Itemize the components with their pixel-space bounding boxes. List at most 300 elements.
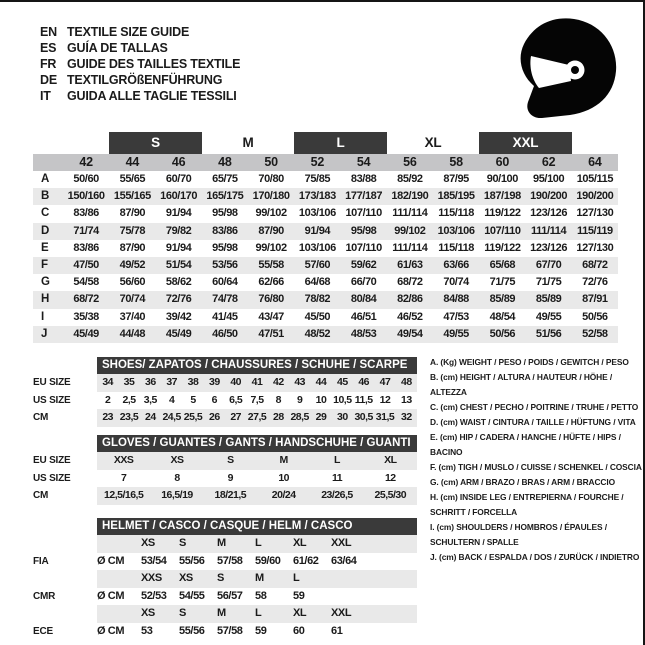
table-cell: 23,5 <box>119 411 139 423</box>
size-cell: 65/68 <box>489 258 516 271</box>
size-cell: 79/82 <box>165 224 192 237</box>
language-title: GUÍA DE TALLAS <box>67 41 168 55</box>
table-cell: 7 <box>120 471 127 484</box>
size-column-header: 48 <box>218 155 232 169</box>
size-group-XL: XL <box>424 135 442 150</box>
label-spacer <box>33 435 97 452</box>
size-cell: 48/53 <box>350 327 377 340</box>
table-cell: 12 <box>379 393 391 406</box>
shoes-table-header: SHOES/ ZAPATOS / CHAUSSURES / SCHUHE / SCARPE <box>97 357 417 374</box>
table-cell: 54/55 <box>179 589 205 602</box>
size-cell: 83/86 <box>212 224 238 237</box>
table-cell: 8 <box>174 471 180 484</box>
gloves-table-header-row <box>33 435 417 452</box>
table-cell: 59 <box>293 589 305 602</box>
size-group-XXL: XXL <box>479 132 572 154</box>
size-cell: 53/56 <box>212 258 238 271</box>
table-cell: 7,5 <box>250 393 264 406</box>
size-cell: 160/170 <box>160 190 198 203</box>
size-cell: 50/60 <box>73 173 99 185</box>
filler-cell <box>369 553 417 571</box>
row-label: D <box>41 224 50 237</box>
size-cell: 68/72 <box>582 258 608 271</box>
table-cell: 34 <box>102 376 113 388</box>
legend-item: J. (cm) BACK / ESPALDA / DOS / ZURÜCK / INDIETRO <box>430 552 640 562</box>
table-cell: 61 <box>331 624 343 637</box>
helmet-table-row <box>33 570 417 588</box>
size-cell: 99/102 <box>394 224 426 237</box>
filler-cell <box>369 570 417 588</box>
standard-label-ECE: ECE <box>33 625 53 637</box>
language-row <box>40 72 240 88</box>
table-cell: 9 <box>296 393 303 406</box>
table-cell: XS <box>179 572 193 584</box>
table-cell: 28,5 <box>290 411 309 423</box>
size-group-S: S <box>109 132 202 154</box>
language-code: ES <box>40 41 57 55</box>
language-title: TEXTILGRÖßENFÜHRUNG <box>67 73 223 87</box>
size-cell: 182/190 <box>391 190 429 203</box>
size-table-row <box>33 326 618 343</box>
table-cell: XL <box>293 537 307 549</box>
table-cell: 43 <box>294 376 305 388</box>
size-cell: 150/160 <box>67 190 105 203</box>
row-label: J <box>41 327 48 340</box>
language-code: DE <box>40 73 57 87</box>
filler-cell <box>369 623 417 641</box>
size-column-header: 52 <box>310 155 325 169</box>
language-row <box>40 24 240 40</box>
table-cell: 37 <box>166 376 177 388</box>
row-label <box>33 535 97 553</box>
size-cell: 91/94 <box>304 224 331 237</box>
size-column-header: 64 <box>588 155 602 169</box>
size-group-M: M <box>242 135 254 150</box>
language-title-list <box>40 24 240 104</box>
table-cell: 24 <box>144 411 156 423</box>
row-cells <box>97 605 417 623</box>
size-cell: 75/78 <box>119 224 146 237</box>
size-cell: 46/52 <box>397 310 423 323</box>
gloves-table-row <box>33 487 417 505</box>
table-cell: XXS <box>113 454 134 466</box>
shoes-table <box>33 357 417 427</box>
shoes-table-row <box>33 409 417 427</box>
size-number-row <box>33 154 618 171</box>
legend-item: G. (cm) ARM / BRAZO / BRAS / ARM / BRACCIO <box>430 477 616 487</box>
language-row <box>40 56 240 72</box>
table-cell: 46 <box>358 376 369 388</box>
size-cell: 59/62 <box>350 258 377 271</box>
diameter-label: Ø CM <box>97 589 125 602</box>
size-cell: 127/130 <box>576 241 614 254</box>
row-cells <box>97 553 417 571</box>
language-title: TEXTILE SIZE GUIDE <box>67 25 190 39</box>
size-cell: 65/75 <box>212 173 238 185</box>
table-cell: S <box>217 572 224 584</box>
row-label: I <box>41 310 44 323</box>
shoes-table-row <box>33 374 417 392</box>
table-cell: L <box>334 454 340 466</box>
helmet-table-row <box>33 588 417 606</box>
size-cell: 111/114 <box>392 241 428 254</box>
row-cells <box>97 623 417 641</box>
helmet-table-header: HELMET / CASCO / CASQUE / HELM / CASCO <box>97 518 417 535</box>
table-cell: 47 <box>379 376 391 388</box>
size-cell: 115/118 <box>438 241 474 254</box>
size-cell: 43/47 <box>258 310 284 323</box>
row-label: CM <box>33 490 49 501</box>
language-code: IT <box>40 89 51 103</box>
table-cell: 44 <box>315 376 327 388</box>
table-cell: 41 <box>251 376 263 388</box>
size-cell: 103/106 <box>437 224 475 237</box>
size-cell: 74/78 <box>212 293 238 306</box>
size-cell: 35/38 <box>73 310 99 323</box>
size-cell: 83/88 <box>350 173 377 185</box>
size-cell: 37/40 <box>119 310 146 323</box>
size-cell: 190/200 <box>530 190 568 203</box>
helmet-table-row <box>33 605 417 623</box>
size-cell: 83/86 <box>73 241 99 254</box>
size-cell: 115/119 <box>577 224 613 237</box>
size-column-header: 42 <box>79 155 93 169</box>
size-cell: 76/80 <box>258 293 284 306</box>
filler-cell <box>369 535 417 553</box>
table-cell: 28 <box>272 411 284 423</box>
size-cell: 61/63 <box>397 258 423 271</box>
size-cell: 78/82 <box>304 293 331 306</box>
table-cell: 60 <box>293 624 305 637</box>
size-cell: 72/76 <box>582 276 608 289</box>
size-cell: 71/75 <box>489 276 516 289</box>
table-cell: 59 <box>255 624 267 637</box>
table-cell: 59/60 <box>255 554 281 567</box>
table-cell: 38 <box>187 376 199 388</box>
legend-item: I. (cm) SHOULDERS / HOMBROS / ÉPAULES / SCHULTERN / SPALLE <box>430 522 607 547</box>
size-cell: 123/126 <box>530 207 568 220</box>
row-label: CM <box>33 412 49 423</box>
row-cells <box>97 452 417 470</box>
table-cell: 10 <box>315 393 327 406</box>
table-cell: 32 <box>400 411 412 423</box>
size-cell: 41/45 <box>212 310 238 323</box>
size-cell: 115/118 <box>438 207 474 220</box>
size-cell: 50/56 <box>489 327 516 340</box>
table-cell: 55/56 <box>179 554 205 567</box>
table-cell: 5 <box>190 393 196 406</box>
size-cell: 85/89 <box>535 293 562 306</box>
table-cell: 58 <box>255 589 267 602</box>
size-cell: 49/54 <box>397 327 423 340</box>
legend-item: A. (Kg) WEIGHT / PESO / POIDS / GEWITCH / PESO <box>430 357 629 367</box>
size-cell: 68/72 <box>73 293 99 306</box>
table-cell: XS <box>141 607 155 619</box>
row-cells <box>97 588 417 606</box>
size-column-header: 46 <box>171 155 186 169</box>
table-cell: 27,5 <box>247 411 267 423</box>
table-cell <box>331 570 369 588</box>
size-cell: 95/100 <box>533 173 565 185</box>
table-cell: 13 <box>400 393 412 406</box>
size-cell: 58/62 <box>165 276 192 289</box>
size-column-header: 58 <box>449 155 463 169</box>
size-cell: 51/56 <box>535 327 562 340</box>
size-cell: 47/51 <box>258 327 284 340</box>
legend-item: H. (cm) INSIDE LEG / ENTREPIERNA / FOURCHE / SCHRITT / FORCELLA <box>430 492 624 517</box>
size-cell: 95/98 <box>212 241 238 254</box>
size-cell: 107/110 <box>345 241 382 254</box>
table-cell: L <box>255 537 262 549</box>
filler-cell <box>369 588 417 606</box>
row-label: US SIZE <box>33 394 71 406</box>
helmet-table-row <box>33 553 417 571</box>
table-cell: 35 <box>123 376 135 388</box>
size-cell: 123/126 <box>530 241 568 254</box>
helmet-table <box>33 518 417 640</box>
row-label: C <box>41 207 50 220</box>
size-cell: 49/55 <box>443 327 469 340</box>
table-cell: 61/62 <box>293 554 319 567</box>
table-cell: M <box>217 537 226 549</box>
language-code: EN <box>40 25 57 39</box>
shoes-table-row <box>33 392 417 410</box>
size-cell: 52/58 <box>582 327 608 340</box>
helmet-table-row <box>33 535 417 553</box>
size-cell: 46/51 <box>350 310 377 323</box>
racing-helmet-icon <box>508 14 628 118</box>
helmet-table-header-row <box>33 518 417 535</box>
table-cell: 10 <box>278 471 289 484</box>
size-cell: 70/80 <box>258 173 284 185</box>
table-cell: 23 <box>102 411 113 423</box>
table-cell: L <box>255 607 262 619</box>
table-cell: 57/58 <box>217 554 243 567</box>
row-label: EU SIZE <box>33 377 71 388</box>
table-cell: 16,5/19 <box>161 489 193 501</box>
size-cell: 107/110 <box>484 224 521 237</box>
table-cell: 52/53 <box>141 589 167 602</box>
size-group-row <box>33 132 618 154</box>
table-cell: 6,5 <box>229 393 243 406</box>
size-cell: 83/86 <box>73 207 99 220</box>
size-cell: 80/84 <box>350 293 377 306</box>
row-cells <box>97 470 417 488</box>
table-cell: M <box>279 454 288 466</box>
diameter-label: Ø CM <box>97 554 125 567</box>
label-spacer <box>33 518 97 535</box>
table-cell: XXL <box>331 607 352 619</box>
size-cell: 55/58 <box>258 258 284 271</box>
size-cell: 72/76 <box>165 293 192 306</box>
table-cell: 36 <box>144 376 156 388</box>
size-cell: 48/54 <box>489 310 516 323</box>
size-cell: 95/98 <box>350 224 377 237</box>
size-cell: 173/183 <box>298 190 336 203</box>
size-cell: 87/91 <box>582 293 608 306</box>
filler-cell <box>369 605 417 623</box>
shoes-table-header-row <box>33 357 417 374</box>
legend-item: D. (cm) WAIST / CINTURA / TAILLE / HÜFTUNG / VITA <box>430 417 636 427</box>
size-cell: 99/102 <box>255 241 287 254</box>
size-column-header: 44 <box>125 155 140 169</box>
gloves-table-row <box>33 470 417 488</box>
row-label: B <box>41 190 50 203</box>
table-cell: XL <box>384 454 397 466</box>
language-title: GUIDA ALLE TAGLIE TESSILI <box>67 89 237 103</box>
size-cell: 51/54 <box>165 258 192 271</box>
gloves-table <box>33 435 417 505</box>
row-label: US SIZE <box>33 472 71 484</box>
table-cell: XXL <box>331 537 352 549</box>
table-cell: L <box>293 572 300 584</box>
row-cells <box>97 535 417 553</box>
table-cell: 42 <box>272 376 284 388</box>
table-cell: 25,5/30 <box>374 489 407 501</box>
row-cells <box>97 487 417 505</box>
standard-label-FIA: FIA <box>33 555 49 567</box>
size-cell: 91/94 <box>165 241 192 254</box>
row-cells <box>97 374 417 392</box>
size-table-row <box>33 171 618 188</box>
size-cell: 84/88 <box>443 293 469 306</box>
size-cell: 70/74 <box>443 276 469 289</box>
table-cell: 10,5 <box>333 393 352 406</box>
language-title: GUIDE DES TAILLES TEXTILE <box>67 57 241 71</box>
size-cell: 75/85 <box>304 173 331 185</box>
textile-size-table <box>33 132 618 343</box>
table-cell: 53 <box>141 624 153 637</box>
row-label: H <box>41 293 50 306</box>
row-cells <box>97 409 417 427</box>
size-cell: 107/110 <box>345 207 382 220</box>
size-table-row <box>33 240 618 257</box>
size-cell: 103/106 <box>298 207 336 220</box>
diameter-label <box>97 570 141 588</box>
row-label: E <box>41 241 49 254</box>
table-cell: 48 <box>400 376 412 388</box>
table-cell: 27 <box>230 411 241 423</box>
size-table-row <box>33 291 618 308</box>
row-label: EU SIZE <box>33 455 71 466</box>
row-label: F <box>41 258 48 271</box>
size-cell: 127/130 <box>576 207 614 220</box>
size-table-row <box>33 309 618 326</box>
table-cell: 56/57 <box>217 589 243 602</box>
table-cell: 2,5 <box>122 393 136 406</box>
legend-item: F. (cm) TIGH / MUSLO / CUISSE / SCHENKEL / COSCIA <box>430 462 642 472</box>
size-group-L: L <box>294 132 387 154</box>
size-cell: 165/175 <box>206 190 244 203</box>
table-cell: 29 <box>315 411 327 423</box>
table-cell: 53/54 <box>141 554 167 567</box>
table-cell: 26 <box>208 411 220 423</box>
size-cell: 68/72 <box>397 276 423 289</box>
size-cell: 103/106 <box>298 241 336 254</box>
table-cell: XXS <box>141 572 162 584</box>
size-cell: 47/53 <box>443 310 469 323</box>
size-cell: 85/89 <box>489 293 516 306</box>
table-cell: 6 <box>211 393 217 406</box>
table-cell: 8 <box>275 393 281 406</box>
table-cell: XL <box>293 607 307 619</box>
row-cells <box>97 570 417 588</box>
table-cell: 39 <box>208 376 220 388</box>
table-cell: 12 <box>384 471 396 484</box>
size-cell: 55/65 <box>119 173 146 185</box>
size-cell: 60/64 <box>212 276 238 289</box>
table-cell: 11,5 <box>354 393 373 406</box>
size-cell: 87/90 <box>119 241 146 254</box>
size-cell: 87/90 <box>258 224 284 237</box>
size-cell: 187/198 <box>483 190 521 203</box>
size-cell: 48/52 <box>304 327 331 340</box>
diameter-label: Ø CM <box>97 624 125 637</box>
size-column-header: 62 <box>541 155 556 169</box>
table-cell: 2 <box>104 393 111 406</box>
table-cell: 30,5 <box>354 411 373 423</box>
size-column-header: 54 <box>356 155 371 169</box>
table-cell: 31,5 <box>375 411 395 423</box>
size-cell: 111/114 <box>531 224 567 237</box>
table-cell: 18/21,5 <box>214 489 247 501</box>
size-cell: 45/49 <box>165 327 192 340</box>
diameter-label <box>97 605 141 623</box>
table-cell: 11 <box>331 471 343 484</box>
size-cell: 46/50 <box>212 327 238 340</box>
table-cell: 45 <box>336 376 348 388</box>
size-cell: 50/56 <box>582 310 608 323</box>
size-cell: 91/94 <box>165 207 192 220</box>
table-cell: 25,5 <box>183 411 203 423</box>
table-cell: 57/58 <box>217 624 243 637</box>
row-cells <box>97 392 417 410</box>
size-cell: 155/165 <box>113 190 151 203</box>
gloves-table-row <box>33 452 417 470</box>
helmet-table-row <box>33 623 417 641</box>
table-cell: 63/64 <box>331 554 357 567</box>
table-cell: XS <box>141 537 155 549</box>
size-cell: 119/122 <box>484 207 521 220</box>
table-cell: 3,5 <box>143 393 157 406</box>
size-table-row <box>33 223 618 240</box>
size-cell: 60/70 <box>165 173 192 185</box>
size-cell: 39/42 <box>165 310 192 323</box>
size-cell: 90/100 <box>486 173 518 185</box>
size-cell: 119/122 <box>484 241 521 254</box>
size-group-spacer <box>572 132 618 154</box>
size-cell: 82/86 <box>397 293 423 306</box>
size-cell: 63/66 <box>443 258 469 271</box>
table-cell: 30 <box>336 411 348 423</box>
size-cell: 62/66 <box>258 276 284 289</box>
size-cell: 45/50 <box>304 310 331 323</box>
standard-label-CMR: CMR <box>33 590 56 602</box>
size-cell: 71/75 <box>535 276 562 289</box>
size-cell: 44/48 <box>119 327 146 340</box>
size-cell: 70/74 <box>119 293 146 306</box>
diameter-label <box>97 535 141 553</box>
table-cell: 55/56 <box>179 624 205 637</box>
table-cell: 20/24 <box>271 489 296 501</box>
legend-item: C. (cm) CHEST / PECHO / POITRINE / TRUHE / PETTO <box>430 402 639 412</box>
table-cell: S <box>227 454 234 466</box>
table-cell: M <box>217 607 226 619</box>
size-cell: 99/102 <box>255 207 287 220</box>
size-cell: 71/74 <box>73 224 99 237</box>
row-label <box>33 570 97 588</box>
size-cell: 57/60 <box>304 258 331 271</box>
